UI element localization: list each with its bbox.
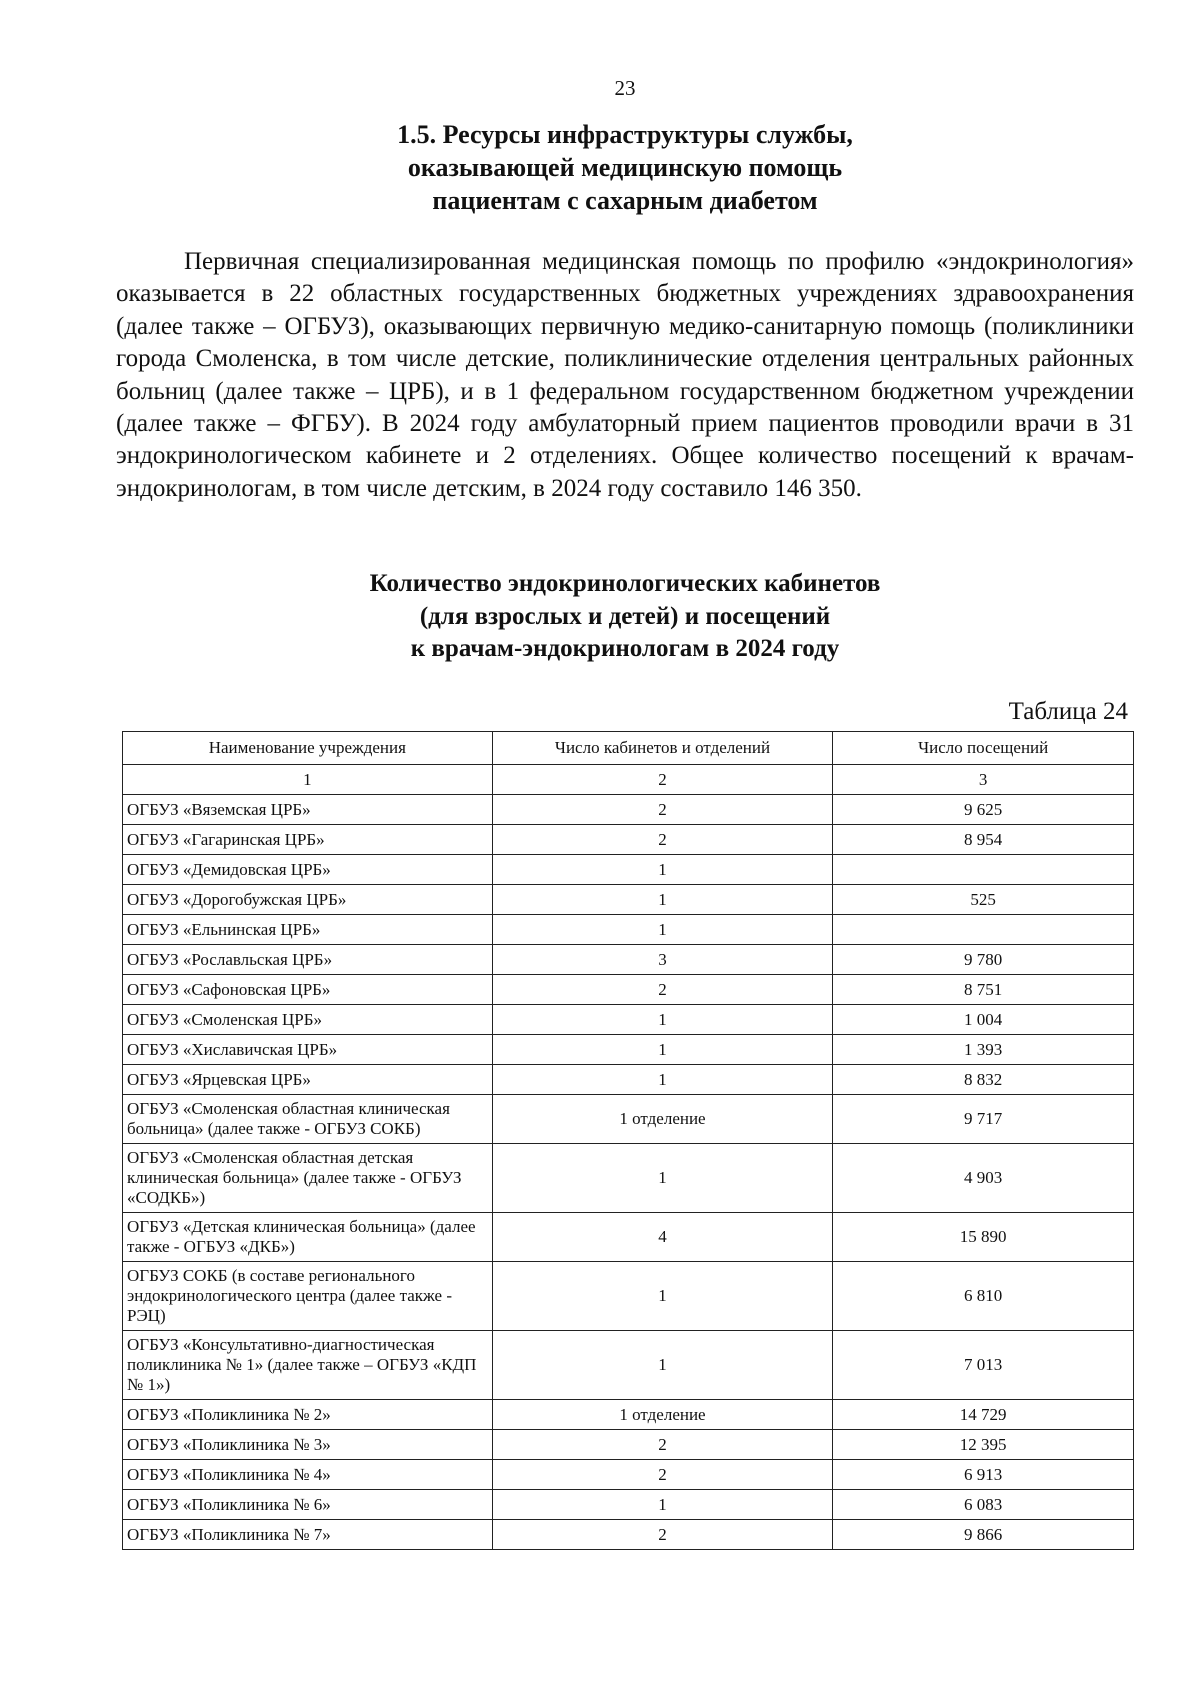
cabinets-cell: 1 [492, 1035, 833, 1065]
cabinets-cell: 2 [492, 1460, 833, 1490]
institution-cell: ОГБУЗ «Ельнинская ЦРБ» [123, 915, 493, 945]
heading-line: пациентам с сахарным диабетом [432, 186, 818, 215]
visits-cell: 4 903 [833, 1144, 1134, 1213]
data-table [122, 731, 1134, 1550]
table-row [123, 1331, 1134, 1400]
visits-cell: 6 083 [833, 1490, 1134, 1520]
table-row [123, 1213, 1134, 1262]
institution-cell: ОГБУЗ «Консультативно-диагностическая поликлиника № 1» (далее также – ОГБУЗ «КДП № 1») [123, 1331, 493, 1400]
table-row [123, 1490, 1134, 1520]
cabinets-cell: 1 отделение [492, 1400, 833, 1430]
institution-cell: ОГБУЗ «Рославльская ЦРБ» [123, 945, 493, 975]
cabinets-cell: 2 [492, 825, 833, 855]
table-row [123, 975, 1134, 1005]
table-row [123, 1144, 1134, 1213]
institution-cell: ОГБУЗ «Смоленская областная клиническая больница» (далее также - ОГБУЗ СОКБ) [123, 1095, 493, 1144]
institution-cell: ОГБУЗ «Смоленская областная детская клиническая больница» (далее также - ОГБУЗ «СОДКБ») [123, 1144, 493, 1213]
institution-cell: ОГБУЗ «Гагаринская ЦРБ» [123, 825, 493, 855]
heading-line: 1.5. Ресурсы инфраструктуры службы, [397, 120, 853, 149]
institution-cell: ОГБУЗ «Вяземская ЦРБ» [123, 795, 493, 825]
table-row [123, 1095, 1134, 1144]
visits-cell: 8 751 [833, 975, 1134, 1005]
section-heading [0, 118, 1200, 217]
institution-cell: ОГБУЗ «Смоленская ЦРБ» [123, 1005, 493, 1035]
page-number: 23 [614, 76, 636, 100]
table-row [123, 945, 1134, 975]
institution-cell: ОГБУЗ «Поликлиника № 6» [123, 1490, 493, 1520]
table-row [123, 1035, 1134, 1065]
visits-cell: 9 866 [833, 1520, 1134, 1550]
visits-cell: 6 913 [833, 1460, 1134, 1490]
heading-line: оказывающей медицинскую помощь [407, 153, 843, 182]
cabinets-cell: 1 [492, 885, 833, 915]
institution-cell: ОГБУЗ «Демидовская ЦРБ» [123, 855, 493, 885]
institution-cell: ОГБУЗ «Поликлиника № 4» [123, 1460, 493, 1490]
visits-cell: 1 393 [833, 1035, 1134, 1065]
visits-cell: 6 810 [833, 1262, 1134, 1331]
cabinets-cell: 1 [492, 855, 833, 885]
visits-cell: 525 [833, 885, 1134, 915]
table-label: Таблица 24 [1008, 698, 1128, 725]
cabinets-cell: 1 [492, 1144, 833, 1213]
visits-cell [833, 915, 1134, 945]
table-row [123, 795, 1134, 825]
institution-cell: ОГБУЗ «Ярцевская ЦРБ» [123, 1065, 493, 1095]
table-title-line: (для взрослых и детей) и посещений [419, 602, 831, 630]
cabinets-cell: 3 [492, 945, 833, 975]
cabinets-cell: 2 [492, 1520, 833, 1550]
table-title [0, 568, 1200, 666]
cabinets-cell: 2 [492, 795, 833, 825]
visits-cell: 8 954 [833, 825, 1134, 855]
cabinets-cell: 2 [492, 1430, 833, 1460]
cabinets-cell: 1 [492, 1065, 833, 1095]
table-row [123, 1520, 1134, 1550]
institution-cell: ОГБУЗ СОКБ (в составе регионального эндокринологического центра (далее также - РЭЦ) [123, 1262, 493, 1331]
cabinets-cell: 1 [492, 1005, 833, 1035]
visits-cell: 1 004 [833, 1005, 1134, 1035]
cabinets-cell: 1 [492, 1262, 833, 1331]
table-row [123, 1430, 1134, 1460]
institution-cell: ОГБУЗ «Сафоновская ЦРБ» [123, 975, 493, 1005]
cabinets-cell: 4 [492, 1213, 833, 1262]
visits-cell: 9 780 [833, 945, 1134, 975]
institution-cell: ОГБУЗ «Хиславичская ЦРБ» [123, 1035, 493, 1065]
institution-cell: ОГБУЗ «Дорогобужская ЦРБ» [123, 885, 493, 915]
column-number: 2 [492, 765, 833, 795]
visits-cell: 7 013 [833, 1331, 1134, 1400]
institution-cell: ОГБУЗ «Поликлиника № 3» [123, 1430, 493, 1460]
table-row [123, 915, 1134, 945]
column-number-row [123, 765, 1134, 795]
visits-cell [833, 855, 1134, 885]
table-row [123, 1005, 1134, 1035]
table-row [123, 855, 1134, 885]
cabinets-cell: 1 [492, 1490, 833, 1520]
visits-cell: 15 890 [833, 1213, 1134, 1262]
table-title-line: Количество эндокринологических кабинетов [369, 570, 881, 597]
table-row [123, 885, 1134, 915]
institution-cell: ОГБУЗ «Поликлиника № 2» [123, 1400, 493, 1430]
cabinets-cell: 1 [492, 1331, 833, 1400]
table-row [123, 1460, 1134, 1490]
table-row [123, 825, 1134, 855]
column-number: 1 [123, 765, 493, 795]
cabinets-cell: 2 [492, 975, 833, 1005]
visits-cell: 14 729 [833, 1400, 1134, 1430]
header-cabinets: Число кабинетов и отделений [492, 732, 833, 765]
table-row [123, 1065, 1134, 1095]
table-row [123, 1400, 1134, 1430]
institution-cell: ОГБУЗ «Поликлиника № 7» [123, 1520, 493, 1550]
body-paragraph: Первичная специализированная медицинская помощь по профилю «эндокринология» оказывается в 22 областных государственных бюджетных учреждениях здравоохранения (далее также – ОГБУЗ), оказывающих первичную медико-санитарную помощь (поликлиники города Смоленска, в том числе детские, поликлинические отделения центральных районных больниц (далее также – ЦРБ), и в 1 федеральном государственном бюджетном учреждении (далее также – ФГБУ). В 2024 году амбулаторный прием пациентов проводили врачи в 31 эндокринологическом кабинете и 2 отделениях. Общее количество посещений к врачам-эндокринологам, в том числе детским, в 2024 году составило 146 350. [116, 248, 1134, 502]
header-institution: Наименование учреждения [123, 732, 493, 765]
visits-cell: 9 717 [833, 1095, 1134, 1144]
visits-cell: 9 625 [833, 795, 1134, 825]
visits-cell: 8 832 [833, 1065, 1134, 1095]
visits-cell: 12 395 [833, 1430, 1134, 1460]
table-header-row [123, 732, 1134, 765]
institution-cell: ОГБУЗ «Детская клиническая больница» (далее также - ОГБУЗ «ДКБ») [123, 1213, 493, 1262]
table-row [123, 1262, 1134, 1331]
cabinets-cell: 1 отделение [492, 1095, 833, 1144]
cabinets-cell: 1 [492, 915, 833, 945]
header-visits: Число посещений [833, 732, 1134, 765]
table-title-line: к врачам-эндокринологам в 2024 году [410, 635, 840, 662]
column-number: 3 [833, 765, 1134, 795]
